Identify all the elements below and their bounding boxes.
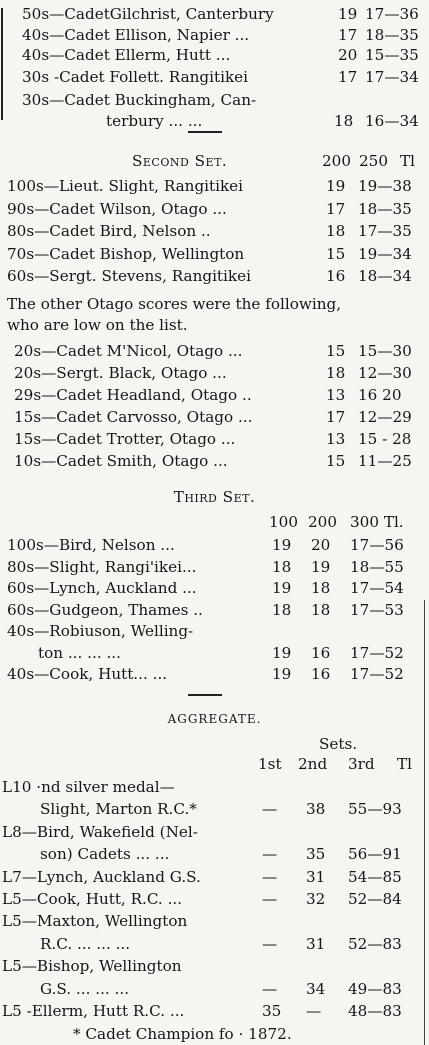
result-row: [0, 798, 429, 820]
col-200: 200: [322, 152, 351, 170]
score-1st: —: [262, 934, 278, 953]
result-row: [0, 89, 429, 111]
score-b: 18—35: [358, 199, 412, 218]
score-2nd: 31: [306, 934, 326, 953]
score-100: 18: [272, 600, 292, 619]
result-row: [0, 243, 429, 265]
score-a: 15: [326, 244, 346, 263]
result-row: [0, 933, 429, 955]
score-100: 19: [272, 536, 292, 554]
score-b: 12—29: [358, 408, 412, 426]
score-3rd-total: 56—91: [348, 845, 402, 864]
score-b: 19—38: [358, 177, 412, 195]
result-row: [0, 534, 429, 556]
entrant: L5—Bishop, Wellington: [2, 957, 182, 976]
score-2nd: 35: [306, 845, 326, 864]
score-100: 18: [272, 557, 292, 576]
result-row: [0, 577, 429, 599]
score-100: 19: [272, 643, 292, 662]
result-row: [0, 556, 429, 578]
entrant: 60s—Gudgeon, Thames ..: [7, 600, 203, 619]
score-a: 17: [326, 408, 346, 426]
score-1st: —: [262, 867, 278, 886]
third-set-heading-line: [0, 486, 429, 508]
score-a: 18: [326, 222, 346, 241]
footnote: * Cadet Champion fo · 1872.: [73, 1025, 292, 1043]
score-a: 17: [338, 26, 358, 44]
score-2nd: —: [306, 1002, 322, 1020]
score-200: 16: [311, 665, 331, 683]
score-b: 17—35: [358, 222, 412, 241]
sets-label: Sets.: [319, 735, 358, 753]
entrant: 50s—CadetGilchrist, Canterbury: [22, 5, 274, 23]
result-row: [0, 175, 429, 197]
entrant: L5 -Ellerm, Hutt R.C. ...: [2, 1002, 185, 1020]
score-b: 15—35: [365, 46, 419, 64]
entrant: 30s—Cadet Buckingham, Can-: [22, 91, 257, 109]
score-b: 11—25: [358, 452, 412, 470]
score-300: 17—56: [350, 536, 404, 554]
result-row: [0, 428, 429, 450]
entrant: son) Cadets ... ...: [40, 845, 170, 864]
entrant: Slight, Marton R.C.*: [40, 800, 197, 819]
score-100: 19: [272, 579, 292, 597]
aggregate-heading-line: [0, 708, 429, 730]
score-a: 17: [326, 199, 346, 218]
score-200: 18: [311, 600, 331, 619]
entrant: 40s—Cadet Ellison, Napier ...: [22, 26, 250, 44]
score-1st: —: [262, 800, 278, 819]
result-row: [0, 620, 429, 642]
score-1st: —: [262, 979, 278, 998]
score-200: 18: [311, 579, 331, 597]
entrant: L8—Bird, Wakefield (Nel-: [2, 822, 198, 841]
result-row: [0, 642, 429, 664]
result-row: [0, 3, 429, 25]
result-row: [0, 110, 429, 132]
aggregate-header: 1st 2nd 3rd Tl: [258, 755, 412, 773]
entrant: 15s—Cadet Carvosso, Otago ...: [14, 408, 253, 426]
score-300: 18—55: [350, 557, 404, 576]
aggregate-sets-line: [0, 733, 429, 755]
score-1st: 35: [262, 1002, 282, 1020]
result-row: [0, 776, 429, 798]
score-2nd: 32: [306, 890, 326, 908]
score-b: 18—35: [365, 26, 419, 44]
entrant: 20s—Cadet M'Nicol, Otago ...: [14, 342, 243, 360]
entrant: 60s—Lynch, Auckland ...: [7, 579, 197, 597]
score-b: 12—30: [358, 364, 412, 382]
result-row: [0, 362, 429, 384]
score-100: 19: [272, 665, 292, 683]
score-3rd-total: 52—83: [348, 934, 402, 953]
result-row: [0, 866, 429, 888]
entrant: 40s—Robiuson, Welling-: [7, 622, 194, 640]
score-b: 17—34: [365, 68, 419, 86]
score-a: 16: [326, 267, 346, 286]
entrant: G.S. ... ... ...: [40, 979, 130, 998]
score-a: 15: [326, 452, 346, 470]
result-row: [0, 406, 429, 428]
col-250: 250: [359, 152, 388, 170]
score-3rd-total: 48—83: [348, 1002, 402, 1020]
entrant: 40s—Cook, Hutt... ...: [7, 665, 168, 683]
result-row: [0, 599, 429, 621]
score-a: 18: [326, 364, 346, 382]
entrant: 15s—Cadet Trotter, Otago ...: [14, 430, 236, 448]
score-300: 17—52: [350, 665, 404, 683]
result-row: [0, 220, 429, 242]
score-b: 18—34: [358, 267, 412, 286]
result-row: [0, 978, 429, 1000]
result-row: [0, 1000, 429, 1022]
score-3rd-total: 55—93: [348, 800, 402, 819]
score-2nd: 31: [306, 867, 326, 886]
entrant: 20s—Sergt. Black, Otago ...: [14, 364, 227, 382]
entrant: 90s—Cadet Wilson, Otago ...: [7, 199, 227, 218]
entrant: 60s—Sergt. Stevens, Rangitikei: [7, 267, 251, 286]
score-300: 17—52: [350, 643, 404, 662]
entrant: R.C. ... ... ...: [40, 934, 131, 953]
score-a: 19: [338, 5, 358, 23]
footnote-line: [0, 1023, 429, 1045]
third-set-header: 100 200 300 Tl.: [269, 513, 404, 531]
result-row: [0, 198, 429, 220]
entrant: L5—Maxton, Wellington: [2, 912, 188, 931]
entrant: 100s—Lieut. Slight, Rangitikei: [7, 177, 244, 195]
score-a: 18: [334, 112, 354, 130]
result-row: [0, 24, 429, 46]
entrant: 10s—Cadet Smith, Otago ...: [14, 452, 228, 470]
result-row: [0, 265, 429, 287]
entrant: 100s—Bird, Nelson ...: [7, 536, 175, 554]
score-200: 19: [311, 557, 331, 576]
score-300: 17—54: [350, 579, 404, 597]
second-set-heading: Second Set.: [132, 152, 228, 170]
entrant: 70s—Cadet Bishop, Wellington: [7, 244, 245, 263]
score-200: 20: [311, 536, 331, 554]
entrant: 80s—Slight, Rangi'ikei...: [7, 557, 197, 576]
score-3rd-total: 52—84: [348, 890, 402, 908]
entrant: 29s—Cadet Headland, Otago ..: [14, 386, 252, 404]
score-a: 13: [326, 430, 346, 448]
third-set-heading: Third Set.: [173, 488, 256, 506]
result-row: [0, 910, 429, 932]
score-2nd: 38: [306, 800, 326, 819]
score-1st: —: [262, 845, 278, 864]
entrant: terbury ... ...: [106, 112, 203, 130]
score-a: 20: [338, 46, 358, 64]
aggregate-heading: AGGREGATE.: [167, 712, 262, 726]
note-line-2: who are low on the list.: [7, 316, 188, 334]
score-a: 15: [326, 342, 346, 360]
score-3rd-total: 54—85: [348, 867, 402, 886]
result-row: [0, 955, 429, 977]
score-2nd: 34: [306, 979, 326, 998]
result-row: [0, 384, 429, 406]
score-300: 17—53: [350, 600, 404, 619]
score-a: 13: [326, 386, 346, 404]
score-b: 16—34: [365, 112, 419, 130]
score-a: 17: [338, 68, 358, 86]
entrant: ton ... ... ...: [38, 643, 121, 662]
result-row: [0, 843, 429, 865]
result-row: [0, 340, 429, 362]
score-b: 17—36: [365, 5, 419, 23]
second-set-header: [0, 150, 429, 172]
note-line-1: The other Otago scores were the following,: [7, 295, 342, 313]
score-b: 16 20: [358, 386, 402, 404]
score-a: 19: [326, 177, 346, 195]
result-row: [0, 450, 429, 472]
separator: [188, 131, 222, 133]
score-200: 16: [311, 643, 331, 662]
score-b: 15 - 28: [358, 430, 412, 448]
entrant: L10 ·nd silver medal—: [2, 778, 175, 796]
score-3rd-total: 49—83: [348, 979, 402, 998]
entrant: 40s—Cadet Ellerm, Hutt ...: [22, 46, 231, 64]
result-row: [0, 663, 429, 685]
score-1st: —: [262, 890, 278, 908]
result-row: [0, 821, 429, 843]
result-row: [0, 66, 429, 88]
entrant: 80s—Cadet Bird, Nelson ..: [7, 222, 211, 241]
separator: [188, 694, 222, 696]
result-row: [0, 44, 429, 66]
entrant: L7—Lynch, Auckland G.S.: [2, 867, 201, 886]
result-row: [0, 888, 429, 910]
entrant: 30s -Cadet Follett. Rangitikei: [22, 68, 249, 86]
entrant: L5—Cook, Hutt, R.C. ...: [2, 890, 183, 908]
score-b: 19—34: [358, 244, 412, 263]
col-total: Tl: [400, 152, 415, 170]
score-b: 15—30: [358, 342, 412, 360]
